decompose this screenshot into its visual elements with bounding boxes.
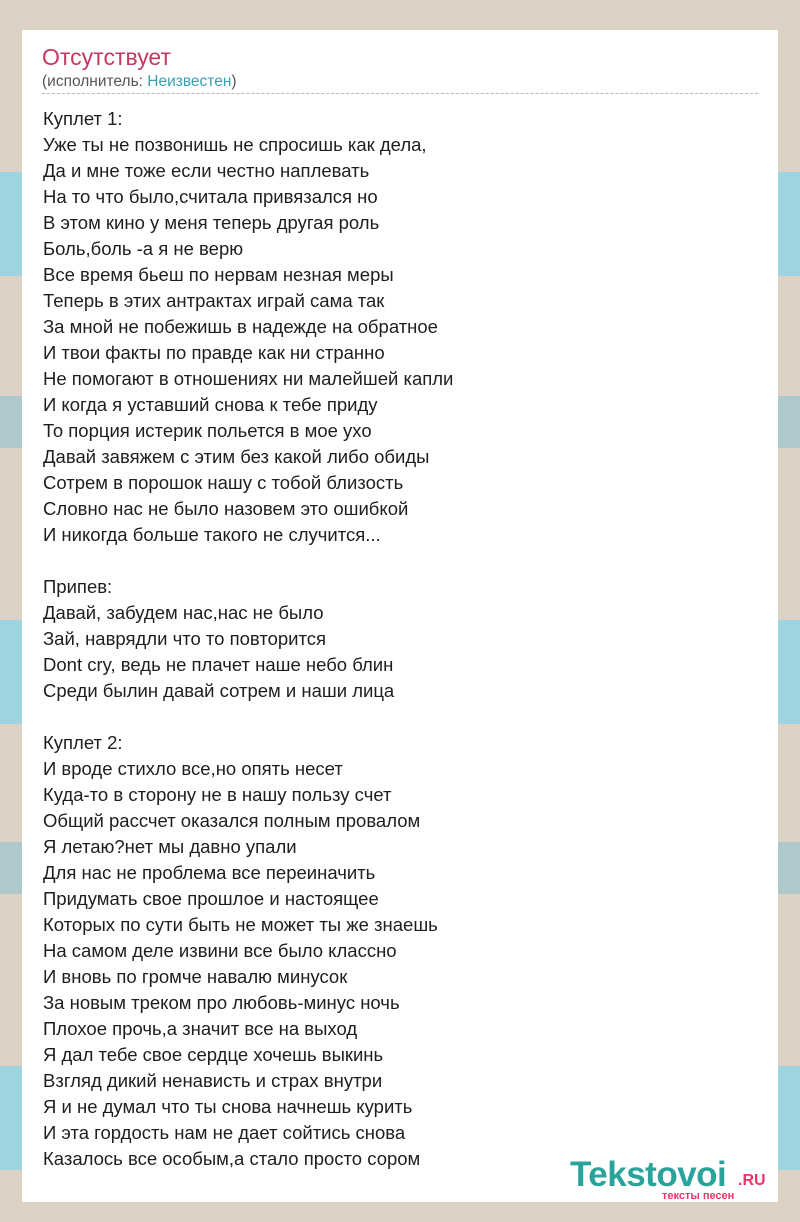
- lyrics-blank-line: [43, 704, 743, 730]
- title-divider: [42, 93, 758, 94]
- logo-wordmark: Tekstovoi: [570, 1155, 727, 1194]
- lyrics-line: И эта гордость нам не дает сойтись снова: [43, 1122, 406, 1143]
- lyrics-line: И твои факты по правде как ни странно: [43, 342, 385, 363]
- lyrics-line: Которых по сути быть не может ты же знаешь: [43, 914, 438, 935]
- lyrics-line: Не помогают в отношениях ни малейшей капли: [43, 368, 454, 389]
- lyrics-line: И когда я уставший снова к тебе приду: [43, 394, 378, 415]
- lyrics-line: Словно нас не было назовем это ошибкой: [43, 498, 409, 519]
- lyrics-line: Придумать свое прошлое и настоящее: [43, 888, 379, 909]
- lyrics-line: Куда-то в сторону не в нашу пользу счет: [43, 784, 392, 805]
- lyrics-line: И вроде стихло все,но опять несет: [43, 758, 343, 779]
- lyrics-line: Припев:: [43, 576, 113, 597]
- song-title: Отсутствует: [42, 44, 171, 70]
- lyrics-line: Все время бьеш по нервам незная меры: [43, 264, 394, 285]
- artist-prefix: (исполнитель:: [42, 73, 148, 90]
- lyrics-line: И никогда больше такого не случится...: [43, 524, 381, 545]
- lyrics-line: Я летаю?нет мы давно упали: [43, 836, 297, 857]
- lyrics-line: Dont cry, ведь не плачет наше небо блин: [43, 654, 394, 675]
- lyrics-line: Теперь в этих антрактах играй сама так: [43, 290, 385, 311]
- lyrics-line: Боль,боль -а я не верю: [43, 238, 244, 259]
- lyrics-line: В этом кино у меня теперь другая роль: [43, 212, 380, 233]
- logo-tld: .RU: [738, 1172, 766, 1189]
- lyrics-line: Общий рассчет оказался полным провалом: [43, 810, 421, 831]
- logo-tagline: тексты песен: [662, 1190, 735, 1202]
- lyrics-line: На то что было,считала привязался но: [43, 186, 378, 207]
- lyrics-line: Сотрем в порошок нашу с тобой близость: [43, 472, 404, 493]
- lyrics-line: То порция истерик польется в мое ухо: [43, 420, 372, 441]
- lyrics-line: Плохое прочь,а значит все на выход: [43, 1018, 358, 1039]
- artist-suffix: ): [231, 73, 237, 90]
- lyrics-line: И вновь по громче навалю минусок: [43, 966, 348, 987]
- artist-link[interactable]: Неизвестен: [147, 73, 232, 90]
- lyrics-line: За новым треком про любовь-минус ночь: [43, 992, 400, 1013]
- site-logo[interactable]: [570, 1156, 775, 1202]
- lyrics-line: Да и мне тоже если честно наплевать: [43, 160, 370, 181]
- artist-line: [42, 73, 237, 91]
- lyrics-line: Уже ты не позвонишь не спросишь как дела,: [43, 134, 427, 155]
- lyrics-blank-line: [43, 548, 743, 574]
- lyrics-line: Куплет 1:: [43, 108, 123, 129]
- lyrics-line: На самом деле извини все было классно: [43, 940, 397, 961]
- lyrics-line: За мной не побежишь в надежде на обратное: [43, 316, 438, 337]
- lyrics-line: Давай завяжем с этим без какой либо обиды: [43, 446, 430, 467]
- lyrics-line: Для нас не проблема все переиначить: [43, 862, 376, 883]
- lyrics-line: Зай, наврядли что то повторится: [43, 628, 327, 649]
- lyrics-line: Я и не думал что ты снова начнешь курить: [43, 1096, 413, 1117]
- lyrics-line: Взгляд дикий ненависть и страх внутри: [43, 1070, 383, 1091]
- lyrics-line: Среди былин давай сотрем и наши лица: [43, 680, 395, 701]
- lyrics-line: Давай, забудем нас,нас не было: [43, 602, 324, 623]
- lyrics-line: Казалось все особым,а стало просто сором: [43, 1148, 421, 1169]
- lyrics-line: Куплет 2:: [43, 732, 123, 753]
- lyrics-line: Я дал тебе свое сердце хочешь выкинь: [43, 1044, 384, 1065]
- lyrics-body: [43, 106, 743, 1172]
- lyrics-card: [22, 30, 778, 1202]
